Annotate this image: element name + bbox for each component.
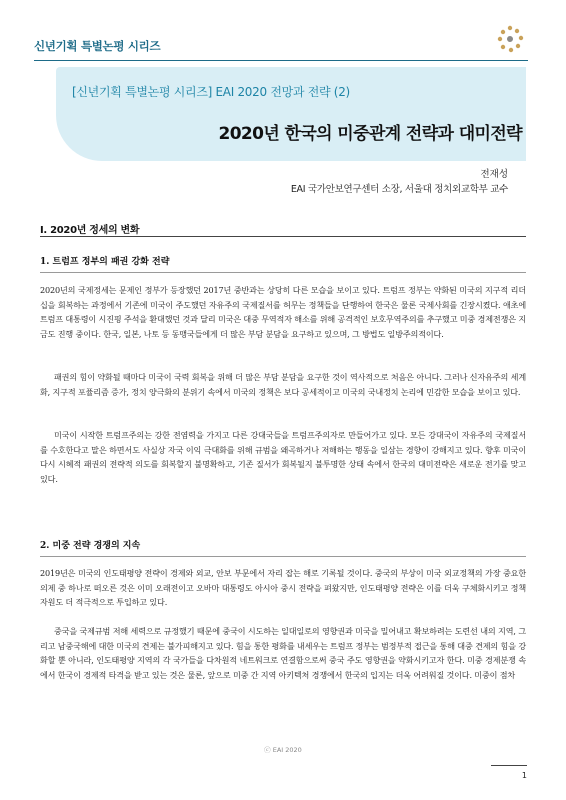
paragraph: 패권의 힘이 약화될 때마다 미국이 국력 회복을 위해 더 많은 부담 분담을 요구한 것이 역사적으로 처음은 아니다. 그러나 신자유주의 세계화, 지구적 포퓰리즘 증가, 정치 양극화의 분위기 속에서 미국의 정책은 보다 공세적이고 미국의 국내정치 논리에 민감한 모습을 보이고 있다. xyxy=(40,372,526,397)
section-heading: I. 2020년 정세의 변화 xyxy=(40,225,140,236)
author-affiliation: EAI 국가안보연구센터 소장, 서울대 정치외교학부 교수 xyxy=(290,184,508,195)
title-banner xyxy=(56,67,526,161)
paragraph: 중국을 국제규범 저해 세력으로 규정했기 때문에 중국이 시도하는 일대일로의 영향권과 미국을 밀어내고 확보하려는 도련선 내의 지역, 그리고 남중국해에 대한 미국의 견제는 불가피해지고 있다. 힘을 통한 평화를 내세우는 트럼프 정부는 범정부적 접근을 통해 대중 견제의 힘을 강화할 뿐 아니라, 인도태평양 지역의 각 국가들을 다차원적 네트워크로 연결함으로써 중국 주도 영향권을 약화시키고자 한다. 미중 경제분쟁 속에서 한국이 경제적 타격을 받고 있는 것은 물론, 앞으로 미중 간 지역 아키텍처 경쟁에서 한국의 입지는 더욱 어려워질 것이다. 미중이 점차 xyxy=(40,626,526,680)
page-number: 1 xyxy=(521,771,527,780)
subsection-heading-2: 2. 미중 전략 경쟁의 지속 xyxy=(40,541,141,551)
page-rule xyxy=(491,765,527,766)
series-label: 신년기획 특별논평 시리즈 xyxy=(34,39,161,53)
header-rule xyxy=(34,60,528,61)
footer-copyright: ⓒ EAI 2020 xyxy=(264,746,302,754)
author-name: 전재성 xyxy=(480,169,508,180)
eai-logo-icon xyxy=(488,22,528,58)
paragraph: 2019년은 미국의 인도태평양 전략이 경제와 외교, 안보 부문에서 자리 잡는 해로 기록될 것이다. 중국의 부상이 미국 외교정책의 가장 중요한 의제 중 하나로 떠오른 것은 이미 오래전이고 오바마 대통령도 아시아 중시 전략을 펴왔지만, 인도태평양 전략은 이를 더욱 구체화시키고 정책 자원도 더 적극적으로 투입하고 있다. xyxy=(40,568,526,607)
paragraph: 미국이 시작한 트럼프주의는 강한 전염력을 가지고 다른 강대국들을 트럼프주의자로 만들어가고 있다. 모든 강대국이 자유주의 국제질서를 수호한다고 말은 하면서도 사실상 자국 이익 극대화를 위해 규범을 왜곡하거나 저해하는 행동을 일삼는 경향이 강해지고 있다. 향후 미국이 다시 시혜적 패권의 전략적 의도를 회복할지 불명확하고, 기존 질서가 회복될지 불투명한 상태 속에서 한국의 대미전략은 새로운 전기를 맞고 있다. xyxy=(40,430,526,484)
banner-subtitle: [신년기획 특별논평 시리즈] EAI 2020 전망과 전략 (2) xyxy=(72,85,350,99)
subsection-rule-2 xyxy=(40,556,526,557)
subsection-rule-1 xyxy=(40,272,526,273)
subsection-heading-1: 1. 트럼프 정부의 패권 강화 전략 xyxy=(40,257,170,267)
section-rule xyxy=(40,236,526,237)
paragraph: 2020년의 국제정세는 문제인 정부가 등장했던 2017년 중반과는 상당히 다른 모습을 보이고 있다. 트럼프 정부는 약화된 미국의 지구적 리더십을 회복하는 과정에서 기존에 미국이 주도했던 자유주의 국제질서를 허무는 정책들을 단행하여 한국은 물론 국제사회를 긴장시켰다. 애초에 트럼프 대통령이 시진핑 주석을 환대했던 것과 달리 미국은 대중 무역적자 해소를 위해 공격적인 보호무역주의를 추구했고 미중 경제전쟁은 지금도 진행 중이다. 한국, 일본, 나토 등 동맹국들에게 더 많은 부담 분담을 요구하고 있으며, 그 방법도 일방주의적이다. xyxy=(40,285,526,339)
document-title: 2020년 한국의 미중관계 전략과 대미전략 xyxy=(218,124,522,144)
